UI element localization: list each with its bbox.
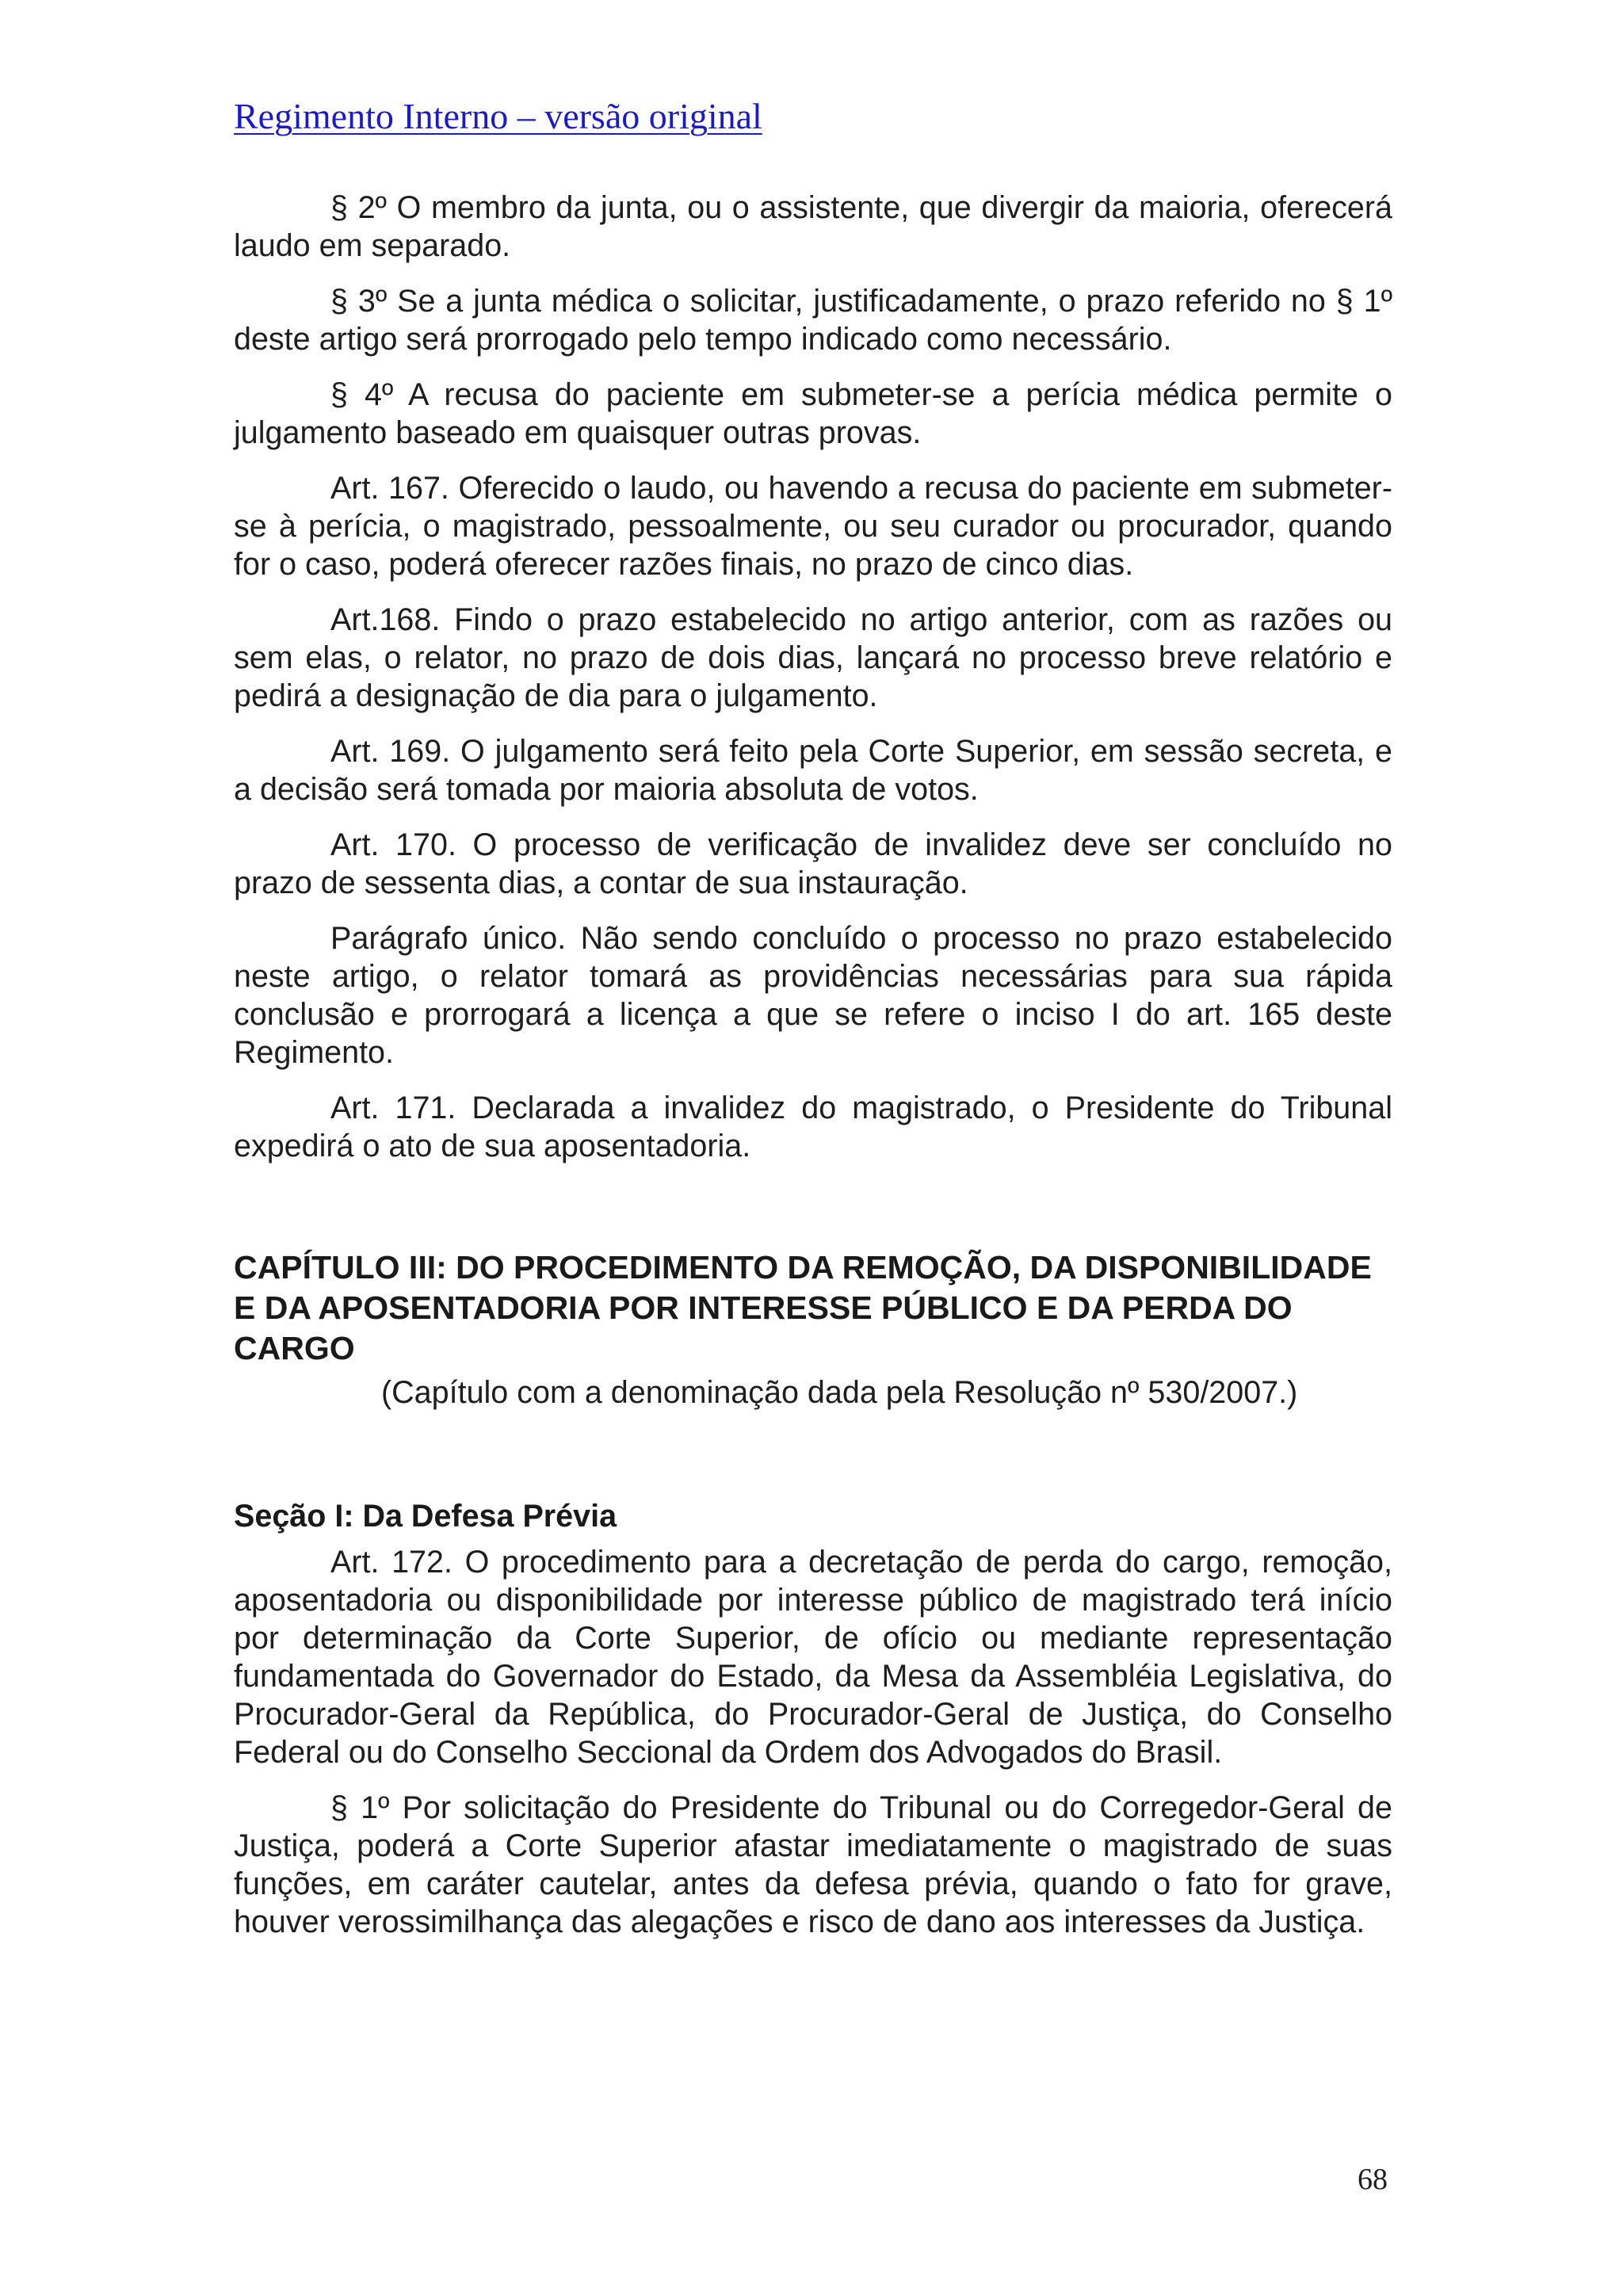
page-number: 68: [1358, 2163, 1388, 2196]
paragraph-art166-par3: § 3º Se a junta médica o solicitar, justificadamente, o prazo referido no § 1º deste artigo será prorrogado pelo tempo indicado como necessário.: [234, 284, 1392, 357]
chapter-heading: CAPÍTULO III: DO PROCEDIMENTO DA REMOÇÃO, DA DISPONIBILIDADE E DA APOSENTADORIA POR INTERESSE PÚBLICO E DA PERDA DO CARGO: [234, 1249, 1372, 1366]
paragraph-art172-par1: § 1º Por solicitação do Presidente do Tribunal ou do Corregedor-Geral de Justiça, poderá a Corte Superior afastar imediatamente o magistrado de suas funções, em caráter cautelar, antes da defesa prévia, quando o fato for grave, houver verossimilhança das alegações e risco de dano aos interesses da Justiça.: [234, 1790, 1392, 1939]
paragraph-art168: Art.168. Findo o prazo estabelecido no artigo anterior, com as razões ou sem elas, o relator, no prazo de dois dias, lançará no processo breve relatório e pedirá a designação de dia para o julgamento.: [234, 602, 1392, 713]
document-title-link[interactable]: Regimento Interno – versão original: [234, 96, 762, 136]
paragraph-art167: Art. 167. Oferecido o laudo, ou havendo a recusa do paciente em submeter-se à perícia, o magistrado, pessoalmente, ou seu curador ou procurador, quando for o caso, poderá oferecer razões finais, no prazo de cinco dias.: [234, 471, 1392, 582]
paragraph-art166-par4: § 4º A recusa do paciente em submeter-se a perícia médica permite o julgamento baseado em quaisquer outras provas.: [234, 377, 1392, 450]
paragraph-art172: Art. 172. O procedimento para a decretação de perda do cargo, remoção, aposentadoria ou disponibilidade por interesse público de magistrado terá início por determinação da Corte Superior, de ofício ou mediante representação fundamentada do Governador do Estado, da Mesa da Assembléia Legislativa, do Procurador-Geral da República, do Procurador-Geral de Justiça, do Conselho Federal ou do Conselho Seccional da Ordem dos Advogados do Brasil.: [234, 1545, 1392, 1770]
paragraph-art166-par2: § 2º O membro da junta, ou o assistente, que divergir da maioria, oferecerá laudo em separado.: [234, 190, 1392, 263]
document-body: [234, 189, 1392, 1958]
paragraph-art170-sole: Parágrafo único. Não sendo concluído o processo no prazo estabelecido neste artigo, o relator tomará as providências necessárias para sua rápida conclusão e prorrogará a licença a que se refere o inciso I do art. 165 deste Regimento.: [234, 921, 1392, 1070]
paragraph-art171: Art. 171. Declarada a invalidez do magistrado, o Presidente do Tribunal expedirá o ato de sua aposentadoria.: [234, 1091, 1392, 1163]
paragraph-art170: Art. 170. O processo de verificação de invalidez deve ser concluído no prazo de sessenta dias, a contar de sua instauração.: [234, 827, 1392, 900]
section-heading: Seção I: Da Defesa Prévia: [234, 1499, 617, 1534]
paragraph-art169: Art. 169. O julgamento será feito pela Corte Superior, em sessão secreta, e a decisão será tomada por maioria absoluta de votos.: [234, 734, 1392, 807]
chapter-note: (Capítulo com a denominação dada pela Resolução nº 530/2007.): [381, 1375, 1298, 1410]
